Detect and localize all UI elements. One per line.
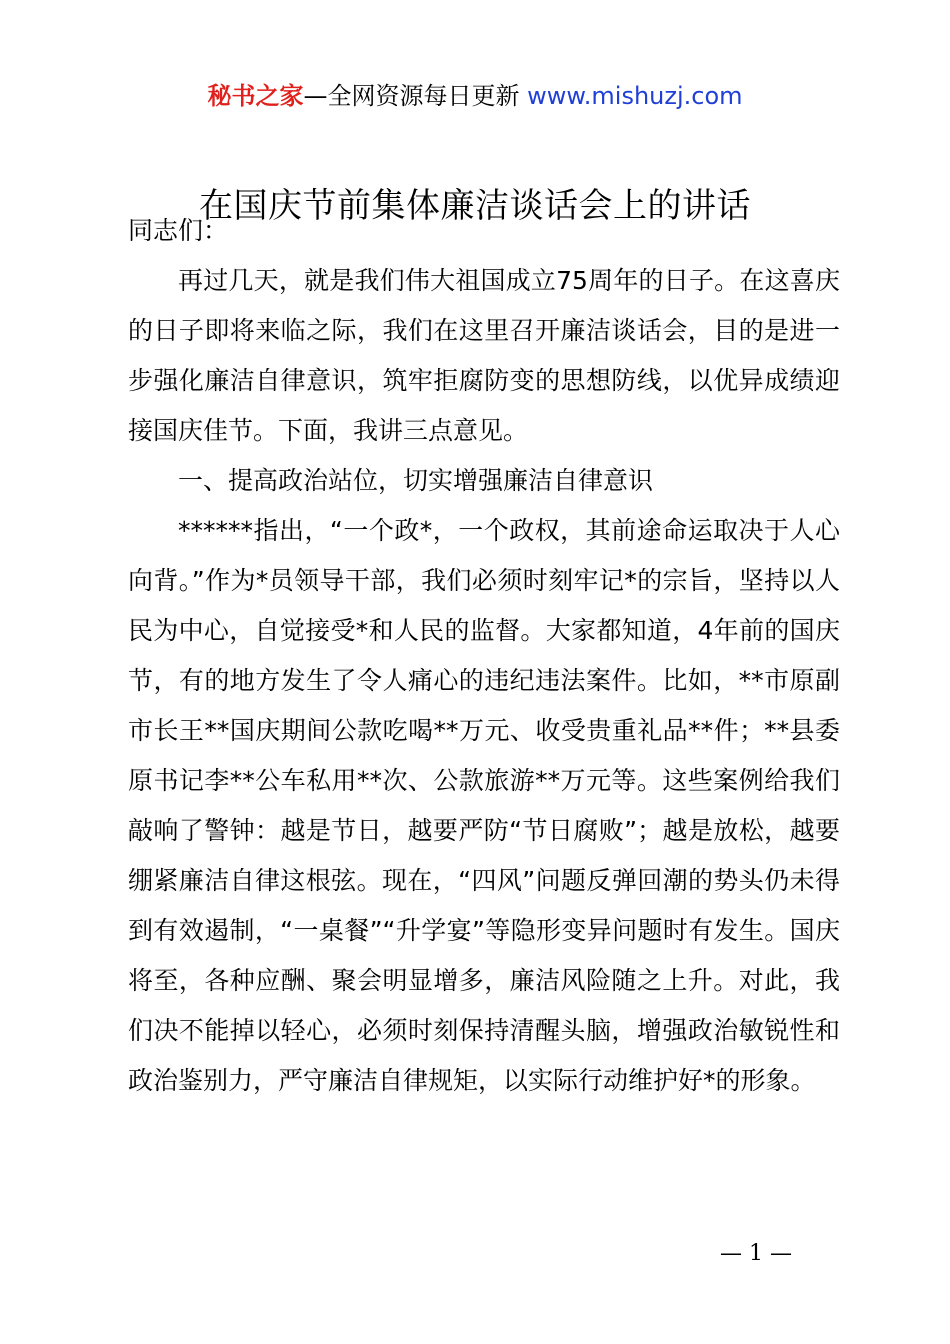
paragraph: 再过几天，就是我们伟大祖国成立75周年的日子。在这喜庆的日子即将来临之际，我们在这里召开廉洁谈话会，目的是进一步强化廉洁自律意识，筑牢拒腐防变的思想防线，以优异成绩迎接国庆佳节。下面，我讲三点意见。 xyxy=(128,266,840,445)
document-title: 在国庆节前集体廉洁谈话会上的讲话 xyxy=(199,186,751,226)
paragraph: ******指出，“一个政*，一个政权，其前途命运取决于人心向背。”作为*员领导干部，我们必须时刻牢记*的宗旨，坚持以人民为中心，自觉接受*和人民的监督。大家都知道，4年前的国庆节，有的地方发生了令人痛心的违纪违法案件。比如，**市原副市长王**国庆期间公款吃喝**万元、收受贵重礼品**件；**县委原书记李**公车私用**次、公款旅游**万元等。这些案例给我们敲响了警钟：越是节日，越要严防“节日腐败”；越是放松，越要绷紧廉洁自律这根弦。现在，“四风”问题反弹回潮的势头仍未得到有效遏制，“一桌餐”“升学宴”等隐形变异问题时有发生。国庆将至，各种应酬、聚会明显增多，廉洁风险随之上升。对此，我们决不能掉以轻心，必须时刻保持清醒头脑，增强政治敏锐性和政治鉴别力，严守廉洁自律规矩，以实际行动维护好*的形象。 xyxy=(128,516,840,1095)
site-tagline: —全网资源每日更新 xyxy=(303,82,520,110)
document-body xyxy=(128,206,840,1106)
page-number: — 1 — xyxy=(720,1241,792,1266)
section-heading: 一、提高政治站位，切实增强廉洁自律意识 xyxy=(178,466,654,495)
site-header xyxy=(0,80,950,112)
site-brand: 秘书之家 xyxy=(207,82,304,110)
site-url-link[interactable]: www.mishuzj.com xyxy=(527,82,743,110)
salutation: 同志们： xyxy=(128,216,229,245)
